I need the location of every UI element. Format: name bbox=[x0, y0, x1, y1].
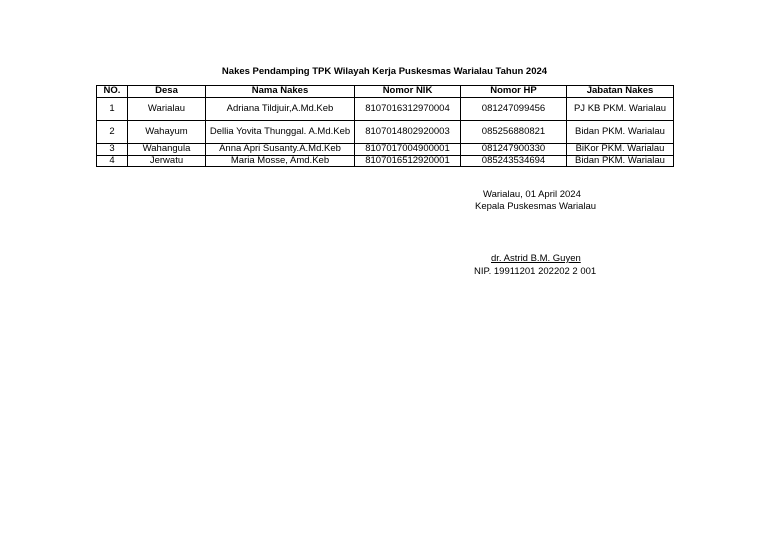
cell-nama-nakes: Anna Apri Susanty.A.Md.Keb bbox=[206, 144, 355, 156]
cell-desa: Jerwatu bbox=[128, 155, 206, 167]
cell-jabatan-nakes: BiKor PKM. Warialau bbox=[567, 144, 674, 156]
header-no: NO. bbox=[97, 86, 128, 98]
cell-nomor-hp: 085243534694 bbox=[461, 155, 567, 167]
cell-jabatan-nakes: PJ KB PKM. Warialau bbox=[567, 98, 674, 121]
table-header-row bbox=[97, 86, 674, 98]
signature-nip: NIP. 19911201 202202 2 001 bbox=[474, 266, 597, 277]
header-nama-nakes: Nama Nakes bbox=[206, 86, 355, 98]
cell-nomor-nik: 8107016512920001 bbox=[355, 155, 461, 167]
cell-nomor-hp: 081247099456 bbox=[461, 98, 567, 121]
cell-nomor-nik: 8107014802920003 bbox=[355, 121, 461, 144]
cell-desa: Warialau bbox=[128, 98, 206, 121]
cell-desa: Wahayum bbox=[128, 121, 206, 144]
table-row bbox=[97, 144, 674, 156]
nakes-table bbox=[96, 85, 674, 167]
cell-nomor-nik: 8107016312970004 bbox=[355, 98, 461, 121]
table-row bbox=[97, 155, 674, 167]
cell-nama-nakes: Adriana Tildjuir,A.Md.Keb bbox=[206, 98, 355, 121]
document-title: Nakes Pendamping TPK Wilayah Kerja Puskesmas Warialau Tahun 2024 bbox=[221, 66, 548, 77]
cell-jabatan-nakes: Bidan PKM. Warialau bbox=[567, 155, 674, 167]
header-jabatan-nakes: Jabatan Nakes bbox=[567, 86, 674, 98]
cell-no: 4 bbox=[97, 155, 128, 167]
cell-nomor-hp: 085256880821 bbox=[461, 121, 567, 144]
cell-nama-nakes: Dellia Yovita Thunggal. A.Md.Keb bbox=[206, 121, 355, 144]
header-nomor-nik: Nomor NIK bbox=[355, 86, 461, 98]
signature-name: dr. Astrid B.M. Guyen bbox=[491, 253, 581, 264]
cell-no: 3 bbox=[97, 144, 128, 156]
cell-nomor-nik: 8107017004900001 bbox=[355, 144, 461, 156]
table-row bbox=[97, 98, 674, 121]
cell-no: 2 bbox=[97, 121, 128, 144]
signature-office: Kepala Puskesmas Warialau bbox=[475, 201, 597, 212]
signature-place-date: Warialau, 01 April 2024 bbox=[483, 189, 581, 200]
cell-jabatan-nakes: Bidan PKM. Warialau bbox=[567, 121, 674, 144]
cell-no: 1 bbox=[97, 98, 128, 121]
header-desa: Desa bbox=[128, 86, 206, 98]
table-row bbox=[97, 121, 674, 144]
header-nomor-hp: Nomor HP bbox=[461, 86, 567, 98]
cell-desa: Wahangula bbox=[128, 144, 206, 156]
cell-nomor-hp: 081247900330 bbox=[461, 144, 567, 156]
cell-nama-nakes: Maria Mosse, Amd.Keb bbox=[206, 155, 355, 167]
